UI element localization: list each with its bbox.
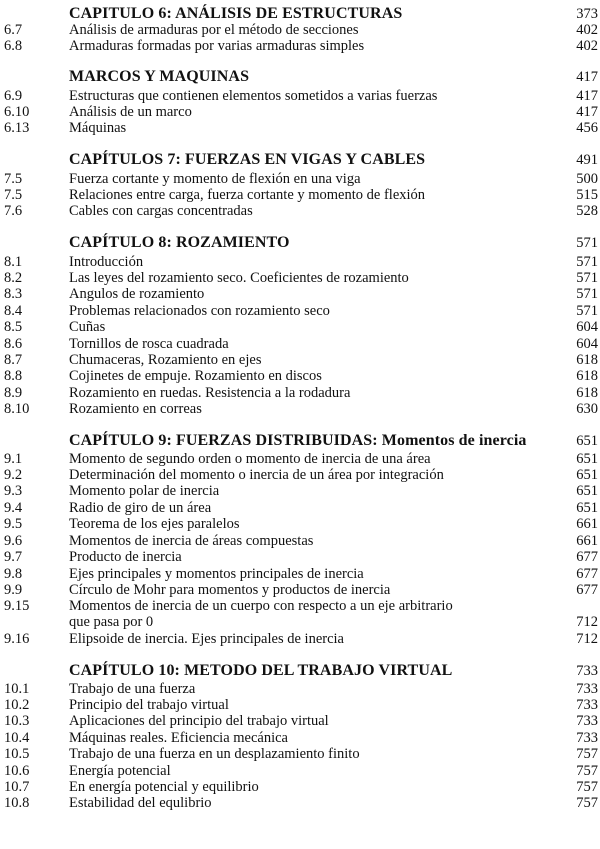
toc-entry: [0, 582, 600, 598]
section-number: 9.15: [4, 598, 30, 614]
chapter-title: CAPÍTULO 10: METODO DEL TRABAJO VIRTUAL: [69, 662, 453, 679]
section-number: 8.7: [4, 352, 23, 368]
toc-entry: [0, 631, 600, 647]
chapter-title: CAPÍTULO 9: FUERZAS DISTRIBUIDAS: Momentos de inercia: [69, 432, 527, 449]
section-number: 9.2: [4, 467, 23, 483]
toc-entry: [0, 483, 600, 499]
section-number: 7.5: [4, 187, 23, 203]
toc-entry: [0, 336, 600, 352]
section-number: 8.3: [4, 286, 23, 302]
section-title: Angulos de rozamiento: [69, 286, 205, 302]
toc-entry: [0, 171, 600, 187]
page-number: 677: [576, 566, 598, 582]
toc-entry: [0, 516, 600, 532]
section-title: Trabajo de una fuerza en un desplazamiento finito: [69, 746, 360, 762]
page-number: 651: [576, 467, 598, 483]
section-number: 9.3: [4, 483, 23, 499]
toc-entry: [0, 187, 600, 203]
section-title: Armaduras formadas por varias armaduras simples: [69, 38, 365, 54]
page-number: 456: [576, 120, 598, 136]
page-number: 733: [576, 713, 598, 729]
section-title: Cojinetes de empuje. Rozamiento en discos: [69, 368, 322, 384]
section-title: Momento polar de inercia: [69, 483, 220, 499]
section-number: 8.1: [4, 254, 23, 270]
toc-entry: [0, 254, 600, 270]
page-number: 733: [576, 663, 598, 679]
page-number: 630: [576, 401, 598, 417]
toc-entry: [0, 270, 600, 286]
section-title: Relaciones entre carga, fuerza cortante y momento de flexión: [69, 187, 426, 203]
page-number: 757: [576, 795, 598, 811]
toc-entry: [0, 467, 600, 483]
section-title: Momento de segundo orden o momento de inercia de una área: [69, 451, 431, 467]
section-title: Problemas relacionados con rozamiento seco: [69, 303, 330, 319]
toc-entry: [0, 401, 600, 417]
page-number: 651: [576, 483, 598, 499]
page-number: 417: [576, 88, 598, 104]
page-number: 733: [576, 681, 598, 697]
section-title: Rozamiento en ruedas. Resistencia a la rodadura: [69, 385, 351, 401]
chapter-heading: [0, 235, 600, 251]
toc-entry: [0, 746, 600, 762]
section-title: Las leyes del rozamiento seco. Coeficientes de rozamiento: [69, 270, 409, 286]
toc-entry: [0, 352, 600, 368]
section-title: Círculo de Mohr para momentos y productos de inercia: [69, 582, 391, 598]
section-title: Fuerza cortante y momento de flexión en una viga: [69, 171, 361, 187]
section-title: Análisis de un marco: [69, 104, 192, 120]
section-number: 6.13: [4, 120, 30, 136]
section-number: 10.8: [4, 795, 30, 811]
section-number: 8.8: [4, 368, 23, 384]
page-number: 373: [576, 6, 598, 22]
section-number: 9.8: [4, 566, 23, 582]
page-number: 618: [576, 352, 598, 368]
section-title: Máquinas reales. Eficiencia mecánica: [69, 730, 288, 746]
toc-entry: [0, 779, 600, 795]
section-number: 7.5: [4, 171, 23, 187]
section-title: Máquinas: [69, 120, 127, 136]
section-title: Radio de giro de un área: [69, 500, 212, 516]
toc-entry: [0, 549, 600, 565]
section-number: 9.5: [4, 516, 23, 532]
section-title: Cuñas: [69, 319, 106, 335]
section-number: 8.9: [4, 385, 23, 401]
page-number: 677: [576, 549, 598, 565]
page-number: 571: [576, 235, 598, 251]
toc-entry: [0, 120, 600, 136]
section-number: 9.9: [4, 582, 23, 598]
chapter-heading: [0, 663, 600, 679]
section-title: Tornillos de rosca cuadrada: [69, 336, 229, 352]
toc-entry: [0, 38, 600, 54]
page-number: 528: [576, 203, 598, 219]
toc-entry: [0, 681, 600, 697]
page-number: 733: [576, 697, 598, 713]
section-title: Trabajo de una fuerza: [69, 681, 196, 697]
page-number: 571: [576, 270, 598, 286]
section-title: Momentos de inercia de un cuerpo con respecto a un eje arbitrario: [69, 598, 453, 614]
toc-entry: [0, 500, 600, 516]
chapter-title: MARCOS Y MAQUINAS: [69, 68, 250, 85]
section-title: Producto de inercia: [69, 549, 182, 565]
toc-entry: [0, 795, 600, 811]
page-number: 677: [576, 582, 598, 598]
toc-entry: [0, 614, 600, 630]
section-title: que pasa por 0: [69, 614, 154, 630]
section-title: Rozamiento en correas: [69, 401, 202, 417]
toc-entry: [0, 368, 600, 384]
section-number: 6.9: [4, 88, 23, 104]
toc-entry: [0, 713, 600, 729]
section-number: 10.3: [4, 713, 30, 729]
section-number: 9.16: [4, 631, 30, 647]
toc-entry: [0, 319, 600, 335]
toc-entry: [0, 566, 600, 582]
toc-entry: [0, 22, 600, 38]
page-number: 618: [576, 368, 598, 384]
chapter-title: CAPITULO 6: ANÁLISIS DE ESTRUCTURAS: [69, 5, 403, 22]
toc-entry: [0, 104, 600, 120]
page-number: 417: [576, 69, 598, 85]
section-title: Teorema de los ejes paralelos: [69, 516, 240, 532]
toc-entry: [0, 533, 600, 549]
page-number: 402: [576, 22, 598, 38]
section-number: 9.6: [4, 533, 23, 549]
section-title: Estabilidad del equlibrio: [69, 795, 212, 811]
section-number: 6.10: [4, 104, 30, 120]
section-title: Ejes principales y momentos principales de inercia: [69, 566, 364, 582]
toc-entry: [0, 88, 600, 104]
toc-entry: [0, 763, 600, 779]
chapter-heading: [0, 152, 600, 168]
page-number: 712: [576, 614, 598, 630]
page-number: 618: [576, 385, 598, 401]
page-number: 651: [576, 500, 598, 516]
page-number: 571: [576, 286, 598, 302]
section-title: Aplicaciones del principio del trabajo virtual: [69, 713, 329, 729]
chapter-title: CAPÍTULO 8: ROZAMIENTO: [69, 234, 290, 251]
section-title: Análisis de armaduras por el método de secciones: [69, 22, 359, 38]
toc-entry: [0, 697, 600, 713]
page-number: 757: [576, 763, 598, 779]
section-number: 10.1: [4, 681, 30, 697]
toc-entry: [0, 303, 600, 319]
section-number: 8.2: [4, 270, 23, 286]
toc-entry: [0, 730, 600, 746]
section-number: 6.8: [4, 38, 23, 54]
chapter-heading: [0, 6, 600, 22]
section-title: Cables con cargas concentradas: [69, 203, 253, 219]
page-number: 571: [576, 303, 598, 319]
section-title: Estructuras que contienen elementos sometidos a varias fuerzas: [69, 88, 438, 104]
page-number: 712: [576, 631, 598, 647]
chapter-heading: [0, 69, 600, 85]
section-number: 9.4: [4, 500, 23, 516]
section-number: 10.4: [4, 730, 30, 746]
page-number: 571: [576, 254, 598, 270]
section-number: 10.2: [4, 697, 30, 713]
page-number: 515: [576, 187, 598, 203]
section-number: 8.6: [4, 336, 23, 352]
section-title: Energía potencial: [69, 763, 171, 779]
section-number: 9.1: [4, 451, 23, 467]
page-number: 651: [576, 433, 598, 449]
page-number: 417: [576, 104, 598, 120]
section-number: 10.7: [4, 779, 30, 795]
page-number: 661: [576, 533, 598, 549]
page-number: 733: [576, 730, 598, 746]
section-title: Momentos de inercia de áreas compuestas: [69, 533, 314, 549]
section-number: 8.4: [4, 303, 23, 319]
toc-entry: [0, 203, 600, 219]
section-number: 9.7: [4, 549, 23, 565]
chapter-heading: [0, 433, 600, 449]
toc-entry: [0, 598, 600, 614]
section-title: En energía potencial y equilibrio: [69, 779, 259, 795]
page-number: 651: [576, 451, 598, 467]
section-number: 10.5: [4, 746, 30, 762]
section-title: Determinación del momento o inercia de un área por integración: [69, 467, 444, 483]
section-title: Elipsoide de inercia. Ejes principales de inercia: [69, 631, 344, 647]
section-number: 8.10: [4, 401, 30, 417]
section-title: Principio del trabajo virtual: [69, 697, 229, 713]
page-number: 604: [576, 319, 598, 335]
page-number: 491: [576, 152, 598, 168]
toc-entry: [0, 286, 600, 302]
section-number: 10.6: [4, 763, 30, 779]
section-number: 6.7: [4, 22, 23, 38]
section-title: Chumaceras, Rozamiento en ejes: [69, 352, 262, 368]
page-number: 757: [576, 746, 598, 762]
page-number: 500: [576, 171, 598, 187]
page-number: 661: [576, 516, 598, 532]
section-title: Introducción: [69, 254, 144, 270]
chapter-title: CAPÍTULOS 7: FUERZAS EN VIGAS Y CABLES: [69, 151, 426, 168]
toc-entry: [0, 451, 600, 467]
toc-entry: [0, 385, 600, 401]
page-number: 402: [576, 38, 598, 54]
section-number: 7.6: [4, 203, 23, 219]
page-number: 757: [576, 779, 598, 795]
section-number: 8.5: [4, 319, 23, 335]
page-number: 604: [576, 336, 598, 352]
